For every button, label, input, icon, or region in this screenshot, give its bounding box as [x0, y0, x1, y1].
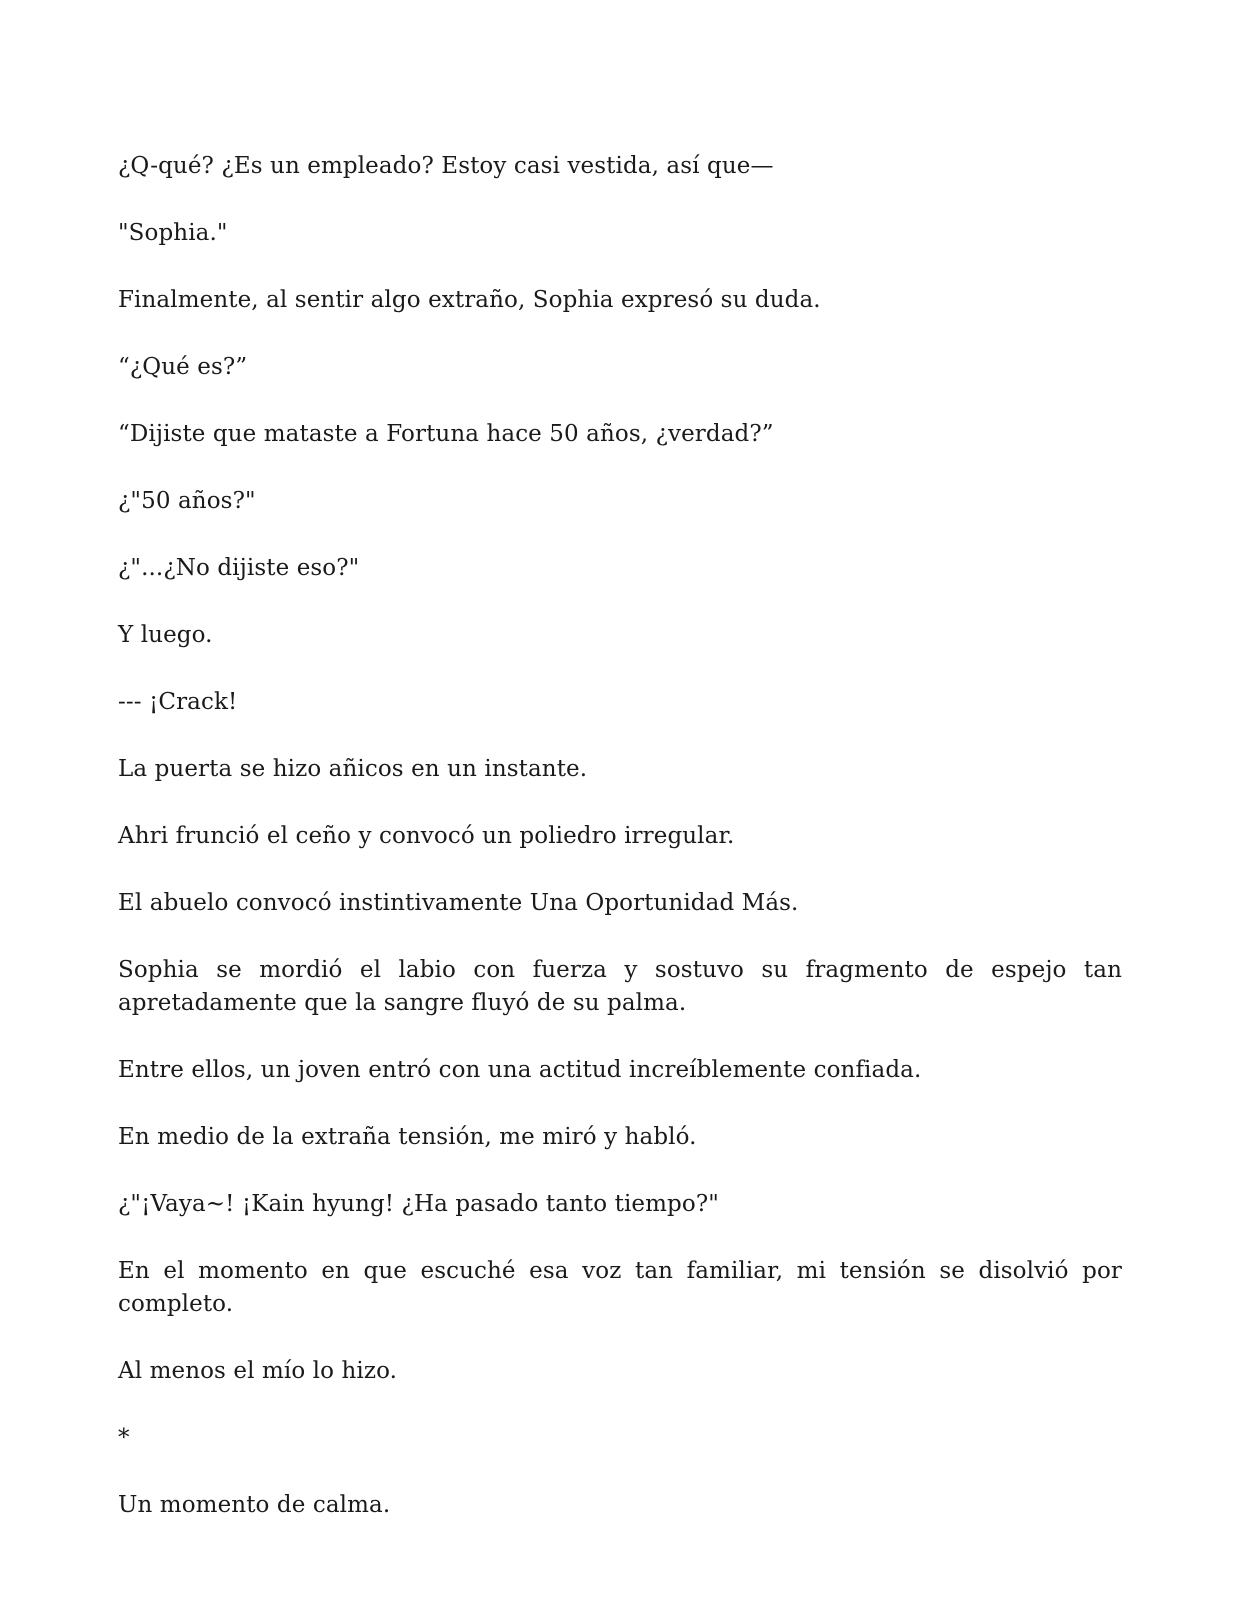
paragraph: Ahri frunció el ceño y convocó un poliedro irregular.: [118, 823, 735, 849]
paragraph: “¿Qué es?”: [118, 354, 248, 380]
paragraph: ¿Q-qué? ¿Es un empleado? Estoy casi vestida, así que—: [118, 153, 774, 179]
paragraph: --- ¡Crack!: [118, 689, 238, 715]
paragraph: En medio de la extraña tensión, me miró y habló.: [118, 1124, 697, 1150]
paragraph: "Sophia.": [118, 220, 228, 246]
paragraph: “Dijiste que mataste a Fortuna hace 50 años, ¿verdad?”: [118, 421, 774, 447]
paragraph: ¿"¡Vaya~! ¡Kain hyung! ¿Ha pasado tanto tiempo?": [118, 1191, 719, 1217]
paragraph: Finalmente, al sentir algo extraño, Sophia expresó su duda.: [118, 287, 821, 313]
paragraph: ¿"...¿No dijiste eso?": [118, 555, 360, 581]
paragraph: ¿"50 años?": [118, 488, 256, 514]
paragraph: Al menos el mío lo hizo.: [118, 1358, 398, 1384]
paragraph: Un momento de calma.: [118, 1492, 391, 1518]
paragraph: Y luego.: [118, 622, 213, 648]
paragraph: La puerta se hizo añicos en un instante.: [118, 756, 588, 782]
text-column: [118, 150, 1122, 1556]
scene-break: *: [118, 1425, 130, 1451]
paragraph: Entre ellos, un joven entró con una actitud increíblemente confiada.: [118, 1057, 922, 1083]
paragraph: En el momento en que escuché esa voz tan familiar, mi tensión se disolvió por completo.: [118, 1258, 1122, 1317]
paragraph: El abuelo convocó instintivamente Una Oportunidad Más.: [118, 890, 799, 916]
paragraph: Sophia se mordió el labio con fuerza y sostuvo su fragmento de espejo tan apretadamente que la sangre fluyó de su palma.: [118, 957, 1122, 1016]
